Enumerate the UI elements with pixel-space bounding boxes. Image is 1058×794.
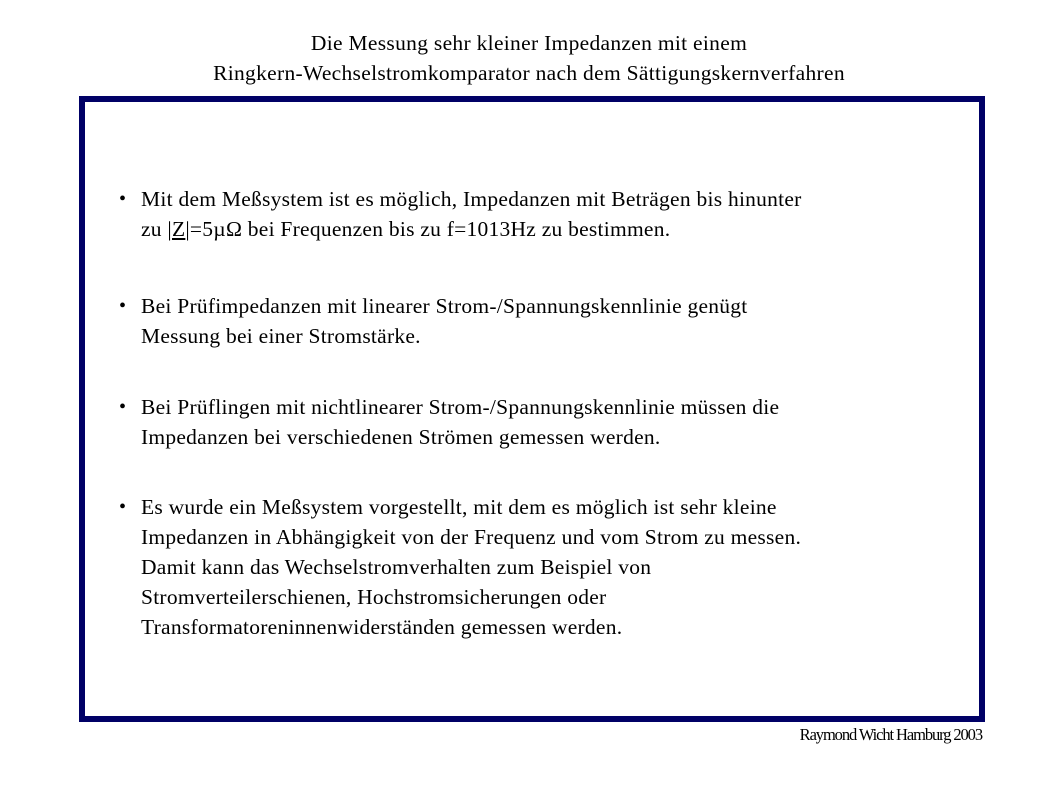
bullet-line: Damit kann das Wechselstromverhalten zum Beispiel von	[141, 555, 652, 579]
bullet-line-impedance	[141, 214, 965, 244]
bullet-dot: •	[119, 396, 127, 418]
bullet-dot: •	[119, 496, 127, 518]
bullet-text	[141, 184, 965, 244]
bullet-line: Es wurde ein Meßsystem vorgestellt, mit dem es möglich ist sehr kleine	[141, 495, 777, 519]
bullet-line: Bei Prüfimpedanzen mit linearer Strom-/Spannungskennlinie genügt	[141, 294, 748, 318]
impedance-symbol: Z	[171, 217, 186, 241]
author-credit: Raymond Wicht Hamburg 2003	[799, 725, 982, 744]
bullet-line: Impedanzen in Abhängigkeit von der Frequenz und vom Strom zu messen.	[141, 525, 802, 549]
bullet-text	[141, 492, 965, 642]
bullet-dot: •	[119, 295, 127, 317]
bullet-text	[141, 291, 965, 351]
bullet-line: Messung bei einer Stromstärke.	[141, 324, 421, 348]
bullet-dot: •	[119, 188, 127, 210]
slide-title	[0, 28, 1058, 88]
bullet-line: Bei Prüflingen mit nichtlinearer Strom-/Spannungskennlinie müssen die	[141, 395, 780, 419]
bullet-line: Transformatoreninnenwiderständen gemessen werden.	[141, 615, 623, 639]
bullet-text	[141, 392, 965, 452]
bullet-line: Mit dem Meßsystem ist es möglich, Impedanzen mit Beträgen bis hinunter	[141, 187, 802, 211]
line-suffix: |=5µΩ bei Frequenzen bis zu f=1013Hz zu bestimmen.	[185, 217, 671, 241]
content-frame	[79, 96, 985, 722]
bullet-line: Impedanzen bei verschiedenen Strömen gemessen werden.	[141, 425, 661, 449]
line-prefix: zu |	[141, 217, 172, 241]
bullet-line: Stromverteilerschienen, Hochstromsicherungen oder	[141, 585, 607, 609]
title-line-2: Ringkern-Wechselstromkomparator nach dem Sättigungskernverfahren	[213, 61, 845, 85]
title-line-1: Die Messung sehr kleiner Impedanzen mit einem	[310, 31, 748, 55]
